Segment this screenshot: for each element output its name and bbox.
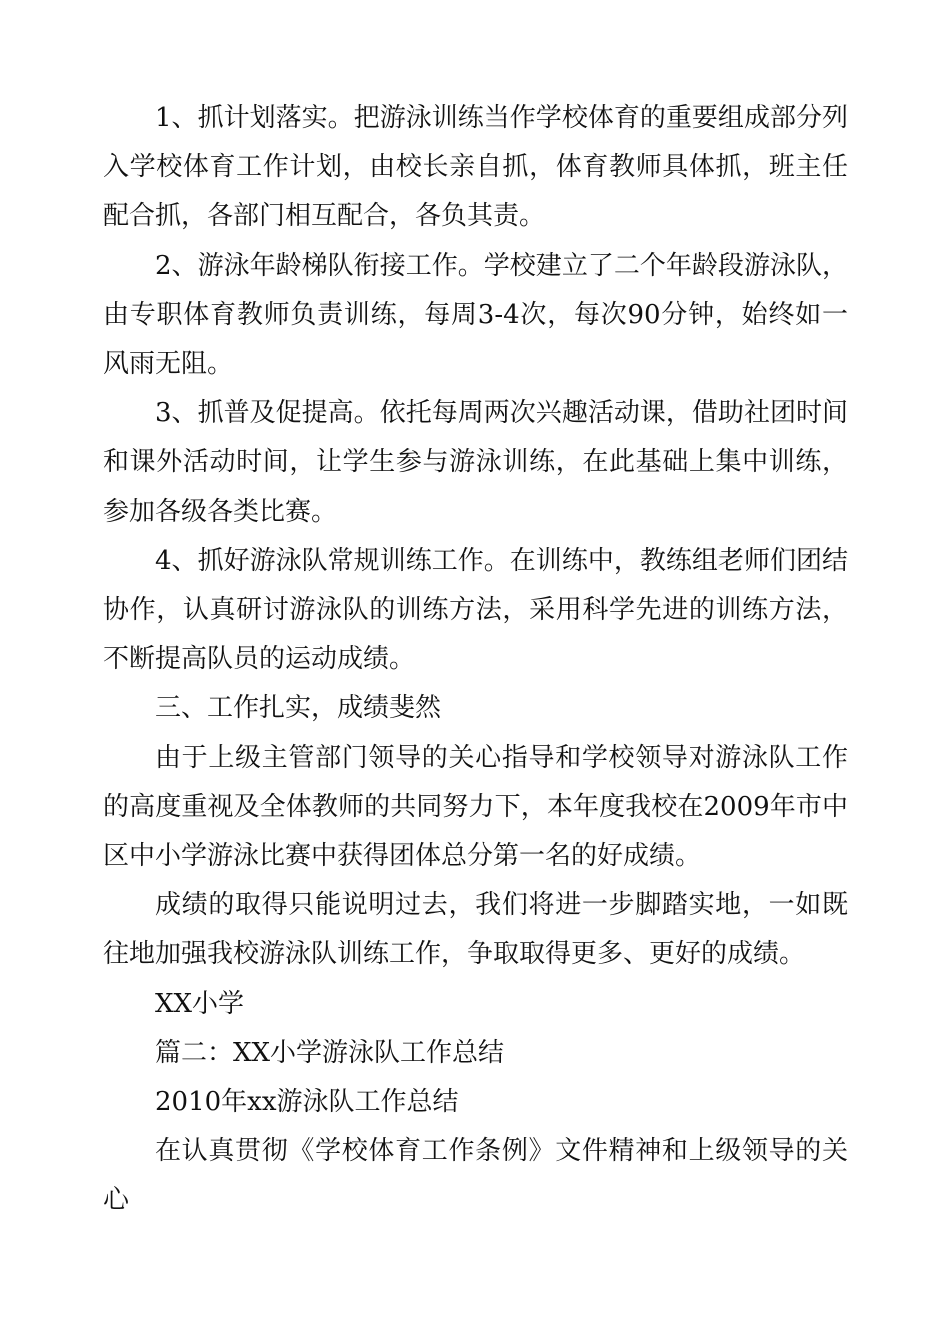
paragraph-future: 成绩的取得只能说明过去，我们将进一步脚踏实地，一如既往地加强我校游泳队训练工作，争取取得更多、更好的成绩。 — [103, 890, 848, 970]
chapter-two-title: 篇二：XX小学游泳队工作总结 — [155, 1037, 505, 1068]
document-body — [103, 94, 848, 1226]
section-heading-results: 三、工作扎实，成绩斐然 — [155, 693, 442, 724]
paragraph-plan-implementation: 1、抓计划落实。把游泳训练当作学校体育的重要组成部分列入学校体育工作计划，由校长亲自抓，体育教师具体抓，班主任配合抓，各部门相互配合，各负其责。 — [103, 103, 848, 232]
paragraph-popularize: 3、抓普及促提高。依托每周两次兴趣活动课，借助社团时间和课外活动时间，让学生参与游泳训练，在此基础上集中训练，参加各级各类比赛。 — [103, 398, 848, 527]
summary-title-2010: 2010年xx游泳队工作总结 — [155, 1087, 459, 1118]
paragraph-routine-training: 4、抓好游泳队常规训练工作。在训练中，教练组老师们团结协作，认真研讨游泳队的训练方法，采用科学先进的训练方法，不断提高队员的运动成绩。 — [103, 545, 848, 675]
paragraph-age-team: 2、游泳年龄梯队衔接工作。学校建立了二个年龄段游泳队，由专职体育教师负责训练，每周3-4次，每次90分钟，始终如一风雨无阻。 — [103, 250, 848, 380]
paragraph-achievement: 由于上级主管部门领导的关心指导和学校领导对游泳队工作的高度重视及全体教师的共同努力下，本年度我校在2009年市中区中小学游泳比赛中获得团体总分第一名的好成绩。 — [103, 742, 848, 872]
paragraph-intro-2010: 在认真贯彻《学校体育工作条例》文件精神和上级领导的关心 — [103, 1136, 848, 1216]
signature-school: XX小学 — [155, 988, 245, 1019]
